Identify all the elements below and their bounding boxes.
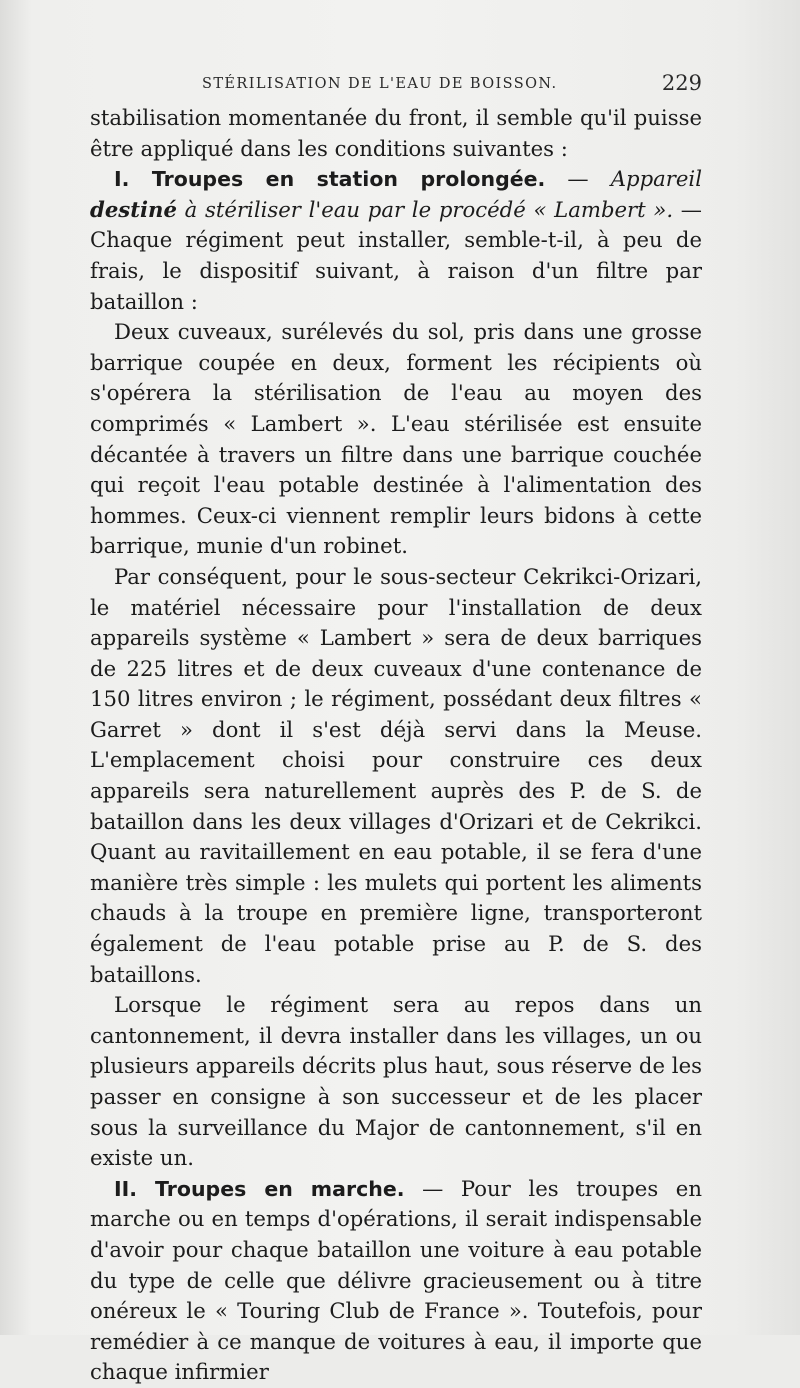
section-heading-2: II. Troupes en marche. — [114, 1176, 405, 1201]
paragraph-text: Deux cuveaux, surélevés du sol, pris dans une grosse barrique coupée en deux, forment les récipients où s'opérera la stérilisation de l'eau au moyen des comprimés « Lambert ». L'eau stérilisée est ensuite décantée à travers un filtre dans une barrique couchée qui reçoit l'eau potable destinée à l'alimentation des hommes. Ceux-ci viennent remplir leurs bidons à cette barrique, munie d'un robinet. — [90, 319, 702, 559]
paragraph-text: — Chaque régiment peut installer, semble-t-il, à peu de frais, le dispositif suivant, à raison d'un filtre par bataillon : — [90, 196, 702, 314]
apparatus-caption-a: Appareil — [610, 166, 702, 192]
paragraph-text: — Pour les troupes en marche ou en temps d'opérations, il serait indispensable d'avoir pour chaque bataillon une voiture à eau potable du type de celle que délivre gracieusement ou à titre onéreux le « Touring Club de France ». Toutefois, pour remédier à ce manque de voitures à eau, il importe que chaque infirmier — [90, 1175, 702, 1385]
paragraph-repos — [90, 990, 702, 1174]
section-heading-1: I. Troupes en station prolongée. — [114, 167, 546, 192]
paragraph-cuveaux — [90, 317, 702, 562]
paragraph-text: stabilisation momentanée du front, il semble qu'il puisse être appliqué dans les conditions suivantes : — [90, 105, 702, 161]
heading-dash: — — [545, 166, 611, 192]
section-one-paragraph — [90, 164, 702, 317]
apparatus-caption-b: à stériliser l'eau par le procédé « Lambert ». — [176, 196, 674, 222]
page-header — [90, 70, 702, 100]
paragraph-text: Lorsque le régiment sera au repos dans un cantonnement, il devra installer dans les villages, un ou plusieurs appareils décrits plus haut, sous réserve de les passer en consigne à son successeur et de les placer sous la surveillance du Major de cantonnement, s'il en existe un. — [90, 992, 702, 1171]
paragraph-materiel — [90, 562, 702, 990]
running-title: STÉRILISATION DE L'EAU DE BOISSON. — [202, 76, 558, 92]
paragraph-text: Par conséquent, pour le sous-secteur Cekrikci-Orizari, le matériel nécessaire pour l'installation de deux appareils système « Lambert » sera de deux barriques de 225 litres et de deux cuveaux d'une contenance de 150 litres environ ; le régiment, possédant deux filtres « Garret » dont il s'est déjà servi dans la Meuse. L'emplacement choisi pour construire ces deux appareils sera naturellement auprès des P. de S. de bataillon dans les deux villages d'Orizari et de Cekrikci. Quant au ravitaillement en eau potable, il se fera d'une manière très simple : les mulets qui portent les aliments chauds à la troupe en première ligne, transporteront également de l'eau potable prise au P. de S. des bataillons. — [90, 563, 702, 987]
section-two-paragraph — [90, 1174, 702, 1388]
body-text — [90, 103, 702, 1388]
page-number: 229 — [661, 71, 702, 95]
paragraph-continuation — [90, 103, 702, 164]
apparatus-caption-bold: destiné — [90, 196, 177, 222]
